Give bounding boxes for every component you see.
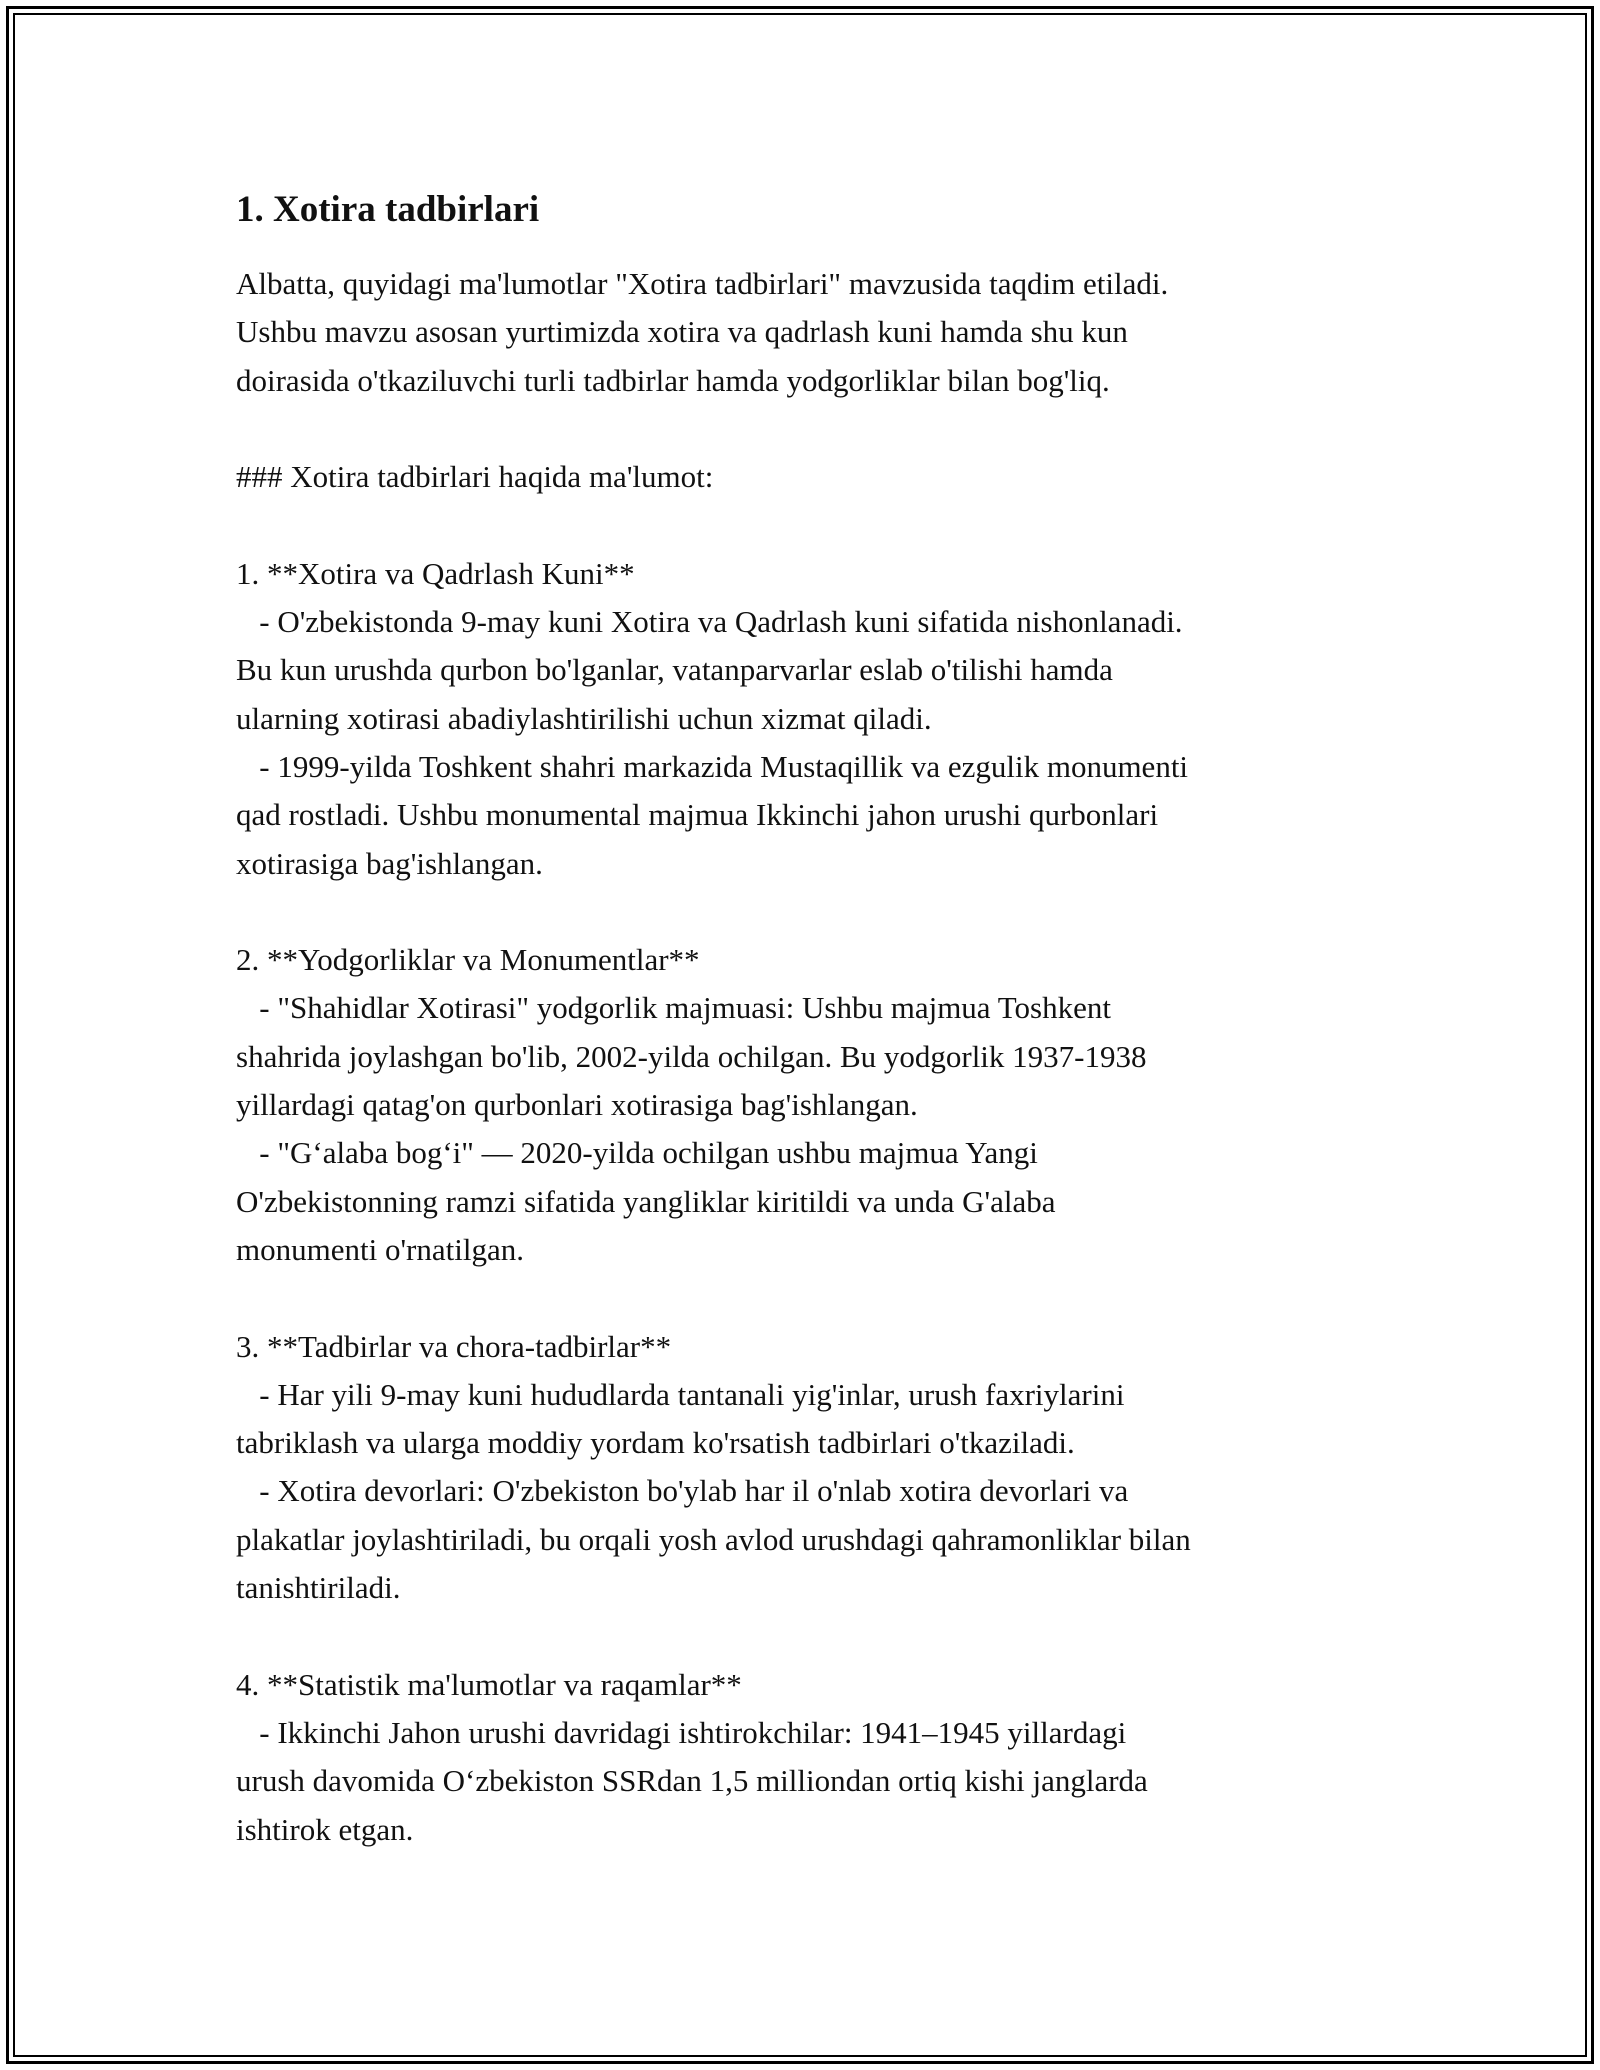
text-line: Albatta, quyidagi ma'lumotlar "Xotira tadbirlari" mavzusida taqdim etiladi. [236, 266, 1169, 301]
document-title: 1. Xotira tadbirlari [236, 189, 540, 230]
text-line: 4. **Statistik ma'lumotlar va raqamlar** [236, 1666, 742, 1702]
text-line: qad rostladi. Ushbu monumental majmua Ikkinchi jahon urushi qurbonlari [236, 797, 1159, 833]
text-line: xotirasiga bag'ishlangan. [236, 845, 543, 881]
text-line: - Har yili 9-may kuni hududlarda tantanali yig'inlar, urush faxriylarini [236, 1376, 1125, 1412]
text-line: - "Shahidlar Xotirasi" yodgorlik majmuasi: Ushbu majmua Toshkent [236, 990, 1111, 1026]
text-line: ularning xotirasi abadiylashtirilishi uchun xizmat qiladi. [236, 700, 932, 736]
text-line: shahrida joylashgan bo'lib, 2002-yilda ochilgan. Bu yodgorlik 1937-1938 [236, 1038, 1147, 1074]
text-line: Bu kun urushda qurbon bo'lganlar, vatanparvarlar eslab o'tilishi hamda [236, 652, 1113, 688]
blank-line [236, 1612, 1386, 1660]
blank-line [236, 888, 1386, 936]
text-line: 3. **Tadbirlar va chora-tadbirlar** [236, 1328, 672, 1364]
text-line: yillardagi qatag'on qurbonlari xotirasiga bag'ishlangan. [236, 1087, 918, 1123]
text-line: - Ikkinchi Jahon urushi davridagi ishtirokchilar: 1941–1945 yillardagi [236, 1714, 1127, 1750]
text-line: monumenti o'rnatilgan. [236, 1231, 524, 1267]
text-line: 1. **Xotira va Qadrlash Kuni** [236, 555, 635, 591]
document-text [236, 260, 1386, 1854]
text-line: - Xotira devorlari: O'zbekiston bo'ylab har il o'nlab xotira devorlari va [236, 1473, 1129, 1509]
text-line: 2. **Yodgorliklar va Monumentlar** [236, 942, 700, 978]
text-line: doirasida o'tkaziluvchi turli tadbirlar hamda yodgorliklar bilan bog'liq. [236, 362, 1110, 398]
text-line: - O'zbekistonda 9-may kuni Xotira va Qadrlash kuni sifatida nishonlanadi. [236, 604, 1183, 640]
blank-line [236, 1274, 1386, 1322]
blank-line [236, 501, 1386, 549]
text-line: - 1999-yilda Toshkent shahri markazida Mustaqillik va ezgulik monumenti [236, 748, 1189, 784]
text-line: tanishtiriladi. [236, 1570, 401, 1606]
text-line: - "G‘alaba bog‘i" — 2020-yilda ochilgan ushbu majmua Yangi [236, 1135, 1038, 1171]
blank-line [236, 405, 1386, 453]
text-line: urush davomida O‘zbekiston SSRdan 1,5 milliondan ortiq kishi janglarda [236, 1763, 1148, 1799]
text-line: plakatlar joylashtiriladi, bu orqali yosh avlod urushdagi qahramonliklar bilan [236, 1521, 1191, 1557]
text-line: O'zbekistonning ramzi sifatida yangliklar kiritildi va unda G'alaba [236, 1183, 1056, 1219]
document-body [236, 186, 1386, 1854]
text-line: tabriklash va ularga moddiy yordam ko'rsatish tadbirlari o'tkaziladi. [236, 1425, 1075, 1461]
text-line: Ushbu mavzu asosan yurtimizda xotira va qadrlash kuni hamda shu kun [236, 314, 1128, 350]
text-line: ishtirok etgan. [236, 1811, 414, 1847]
text-line: ### Xotira tadbirlari haqida ma'lumot: [236, 459, 714, 495]
